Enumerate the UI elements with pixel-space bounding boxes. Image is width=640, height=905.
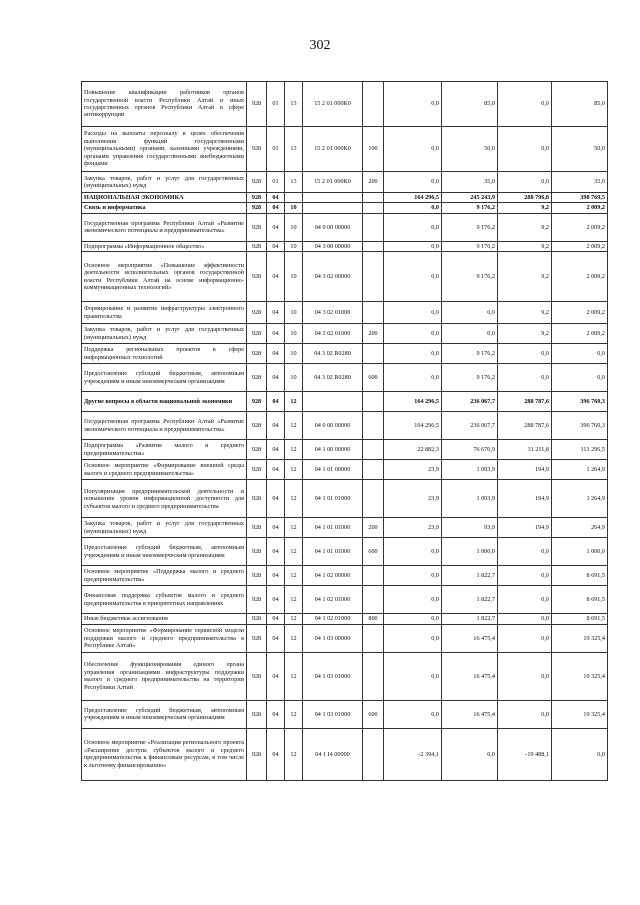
- cell-amount-1: 23,9: [384, 518, 442, 538]
- table-body: [82, 82, 608, 781]
- cell-amount-2: 0,0: [442, 302, 498, 324]
- cell-grbs: 928: [247, 364, 267, 392]
- cell-amount-2: 245 243,9: [442, 193, 498, 203]
- cell-amount-2: 1 822,7: [442, 566, 498, 586]
- cell-amount-3: 0,0: [498, 127, 552, 172]
- cell-amount-1: 0,0: [384, 566, 442, 586]
- cell-expense-type: [363, 440, 384, 460]
- cell-amount-1: 0,0: [384, 127, 442, 172]
- cell-name: Обеспечение функционирования единого органа управления организациями инфраструктуры поддержки малого и среднего предпринимательства на территории Республики Алтай: [82, 652, 247, 700]
- cell-subsection: 10: [285, 364, 303, 392]
- table-row: [82, 193, 608, 203]
- cell-grbs: 928: [247, 324, 267, 344]
- cell-expense-type: [363, 82, 384, 127]
- cell-target-article: 04 1 01 01000: [303, 518, 363, 538]
- cell-amount-4: 19 325,4: [552, 700, 608, 728]
- table-row: [82, 480, 608, 518]
- cell-section: 04: [267, 344, 285, 364]
- cell-amount-3: 9,2: [498, 252, 552, 302]
- cell-section: 04: [267, 518, 285, 538]
- cell-amount-3: 288 787,6: [498, 412, 552, 440]
- cell-amount-2: 236 067,7: [442, 412, 498, 440]
- cell-subsection: 12: [285, 728, 303, 780]
- cell-subsection: 12: [285, 518, 303, 538]
- cell-amount-4: 8 691,5: [552, 614, 608, 624]
- cell-amount-3: 0,0: [498, 566, 552, 586]
- cell-amount-3: 31 211,8: [498, 440, 552, 460]
- cell-grbs: 928: [247, 728, 267, 780]
- cell-amount-4: 8 691,5: [552, 586, 608, 614]
- cell-amount-4: 85,0: [552, 82, 608, 127]
- table-row: [82, 364, 608, 392]
- cell-amount-4: 19 325,4: [552, 652, 608, 700]
- cell-section: 04: [267, 614, 285, 624]
- cell-section: 04: [267, 586, 285, 614]
- table-row: [82, 538, 608, 566]
- cell-name: Финансовая поддержка субъектов малого и среднего предпринимательства в приоритетных направлениях: [82, 586, 247, 614]
- cell-amount-4: 0,0: [552, 364, 608, 392]
- cell-section: 04: [267, 440, 285, 460]
- cell-expense-type: [363, 460, 384, 480]
- cell-grbs: 928: [247, 586, 267, 614]
- cell-amount-3: 0,0: [498, 614, 552, 624]
- cell-name: Предоставление субсидий бюджетным, автономным учреждениям и иным некоммерческим организациям: [82, 700, 247, 728]
- cell-amount-4: 0,0: [552, 344, 608, 364]
- cell-grbs: 928: [247, 460, 267, 480]
- cell-target-article: 04 3 00 00000: [303, 241, 363, 251]
- cell-target-article: 04 3 02 R0280: [303, 364, 363, 392]
- cell-amount-1: 22 882,3: [384, 440, 442, 460]
- table-row: [82, 728, 608, 780]
- cell-target-article: 15 2 01 000К0: [303, 127, 363, 172]
- cell-amount-4: 113 296,5: [552, 440, 608, 460]
- table-row: [82, 252, 608, 302]
- cell-amount-4: 1 264,9: [552, 460, 608, 480]
- cell-subsection: 12: [285, 566, 303, 586]
- table-row: [82, 412, 608, 440]
- cell-amount-2: 236 067,7: [442, 392, 498, 412]
- cell-subsection: 12: [285, 700, 303, 728]
- cell-name: Связь и информатика: [82, 203, 247, 213]
- cell-amount-1: 0,0: [384, 172, 442, 193]
- cell-amount-3: 0,0: [498, 652, 552, 700]
- cell-target-article: 04 0 00 00000: [303, 213, 363, 241]
- cell-amount-3: 288 787,6: [498, 392, 552, 412]
- cell-amount-1: 164 296,5: [384, 392, 442, 412]
- cell-amount-4: 398 769,5: [552, 193, 608, 203]
- cell-amount-1: 23,9: [384, 480, 442, 518]
- cell-section: 01: [267, 127, 285, 172]
- cell-amount-3: 0,0: [498, 624, 552, 652]
- table-row: [82, 302, 608, 324]
- cell-amount-3: 0,0: [498, 172, 552, 193]
- cell-target-article: 04 1 03 01000: [303, 652, 363, 700]
- table-row: [82, 566, 608, 586]
- cell-grbs: 928: [247, 344, 267, 364]
- cell-name: Предоставление субсидий бюджетным, автономным учреждениям и иным некоммерческим организациям: [82, 364, 247, 392]
- cell-target-article: 04 3 02 00000: [303, 252, 363, 302]
- cell-grbs: 928: [247, 700, 267, 728]
- cell-amount-1: 0,0: [384, 344, 442, 364]
- cell-name: Государственная программа Республики Алтай «Развитие экономического потенциала и предпринимательства»: [82, 213, 247, 241]
- cell-amount-4: 8 691,5: [552, 566, 608, 586]
- cell-expense-type: [363, 412, 384, 440]
- cell-section: 04: [267, 302, 285, 324]
- cell-amount-2: 16 475,4: [442, 624, 498, 652]
- cell-amount-1: 0,0: [384, 538, 442, 566]
- cell-grbs: 928: [247, 392, 267, 412]
- cell-amount-1: 0,0: [384, 213, 442, 241]
- cell-name: Расходы на выплаты персоналу в целях обеспечения выполнения функций государственными (муниципальными) органами, казенными учреждениями, органами управления государственными внебюджетными фондами: [82, 127, 247, 172]
- cell-amount-2: 0,0: [442, 728, 498, 780]
- cell-amount-3: 9,2: [498, 203, 552, 213]
- table-row: [82, 700, 608, 728]
- cell-amount-4: 2 009,2: [552, 252, 608, 302]
- cell-amount-1: 0,0: [384, 586, 442, 614]
- cell-target-article: 04 3 02 R0280: [303, 344, 363, 364]
- cell-section: 04: [267, 213, 285, 241]
- cell-expense-type: [363, 203, 384, 213]
- cell-amount-2: 76 670,9: [442, 440, 498, 460]
- cell-amount-3: 9,2: [498, 302, 552, 324]
- cell-expense-type: 800: [363, 614, 384, 624]
- table-row: [82, 440, 608, 460]
- table-row: [82, 586, 608, 614]
- table-row: [82, 344, 608, 364]
- cell-section: 04: [267, 566, 285, 586]
- cell-grbs: 928: [247, 614, 267, 624]
- cell-amount-3: 0,0: [498, 538, 552, 566]
- cell-subsection: 12: [285, 614, 303, 624]
- cell-expense-type: [363, 652, 384, 700]
- cell-expense-type: [363, 586, 384, 614]
- cell-amount-1: -2 394,1: [384, 728, 442, 780]
- cell-grbs: 928: [247, 127, 267, 172]
- cell-target-article: 04 0 00 00000: [303, 412, 363, 440]
- cell-section: 01: [267, 172, 285, 193]
- cell-expense-type: [363, 480, 384, 518]
- cell-target-article: 04 1 02 01000: [303, 614, 363, 624]
- cell-amount-3: 0,0: [498, 586, 552, 614]
- cell-section: 04: [267, 700, 285, 728]
- cell-subsection: 13: [285, 172, 303, 193]
- cell-target-article: 04 1 03 01000: [303, 700, 363, 728]
- cell-target-article: 04 1 I4 00000: [303, 728, 363, 780]
- cell-amount-1: 0,0: [384, 302, 442, 324]
- cell-target-article: 15 2 01 000К0: [303, 82, 363, 127]
- cell-expense-type: 600: [363, 700, 384, 728]
- cell-name: Закупка товаров, работ и услуг для государственных (муниципальных) нужд: [82, 324, 247, 344]
- cell-name: Иные бюджетные ассигнования: [82, 614, 247, 624]
- cell-subsection: 13: [285, 127, 303, 172]
- cell-target-article: 04 3 02 01000: [303, 324, 363, 344]
- cell-subsection: 10: [285, 213, 303, 241]
- cell-expense-type: [363, 193, 384, 203]
- cell-amount-4: 2 009,2: [552, 203, 608, 213]
- cell-grbs: 928: [247, 193, 267, 203]
- cell-section: 04: [267, 728, 285, 780]
- cell-amount-3: 194,9: [498, 518, 552, 538]
- cell-amount-2: 0,0: [442, 324, 498, 344]
- cell-name: Основное мероприятие «Формирование сервисной модели поддержки малого и среднего предпринимательства в Республике Алтай»: [82, 624, 247, 652]
- cell-amount-1: 164 296,5: [384, 193, 442, 203]
- cell-grbs: 928: [247, 538, 267, 566]
- cell-subsection: 12: [285, 480, 303, 518]
- cell-section: 04: [267, 652, 285, 700]
- cell-subsection: 12: [285, 586, 303, 614]
- cell-target-article: 04 1 01 01000: [303, 538, 363, 566]
- cell-amount-3: 0,0: [498, 344, 552, 364]
- cell-amount-3: -19 488,1: [498, 728, 552, 780]
- table-row: [82, 518, 608, 538]
- cell-target-article: 04 1 02 00000: [303, 566, 363, 586]
- cell-amount-1: 0,0: [384, 624, 442, 652]
- cell-amount-2: 9 176,2: [442, 364, 498, 392]
- cell-section: 04: [267, 252, 285, 302]
- table-row: [82, 624, 608, 652]
- cell-amount-1: 0,0: [384, 252, 442, 302]
- cell-amount-3: 194,9: [498, 460, 552, 480]
- cell-amount-4: 1 000,0: [552, 538, 608, 566]
- cell-target-article: [303, 203, 363, 213]
- cell-name: Государственная программа Республики Алтай «Развитие экономического потенциала и предпринимательства»: [82, 412, 247, 440]
- budget-table: [81, 81, 608, 781]
- cell-target-article: 04 1 01 00000: [303, 460, 363, 480]
- cell-subsection: 10: [285, 344, 303, 364]
- cell-expense-type: 600: [363, 364, 384, 392]
- cell-amount-2: 35,0: [442, 172, 498, 193]
- cell-amount-3: 194,9: [498, 480, 552, 518]
- cell-expense-type: 200: [363, 172, 384, 193]
- cell-expense-type: [363, 624, 384, 652]
- table-row: [82, 460, 608, 480]
- cell-amount-2: 93,9: [442, 518, 498, 538]
- cell-amount-1: 0,0: [384, 652, 442, 700]
- cell-section: 04: [267, 412, 285, 440]
- cell-amount-2: 9 176,2: [442, 344, 498, 364]
- cell-amount-4: 2 009,2: [552, 213, 608, 241]
- cell-subsection: 12: [285, 392, 303, 412]
- cell-expense-type: 200: [363, 518, 384, 538]
- cell-target-article: 04 3 02 01000: [303, 302, 363, 324]
- table-row: [82, 652, 608, 700]
- cell-amount-1: 164 296,5: [384, 412, 442, 440]
- cell-amount-1: 23,9: [384, 460, 442, 480]
- cell-amount-2: 1 093,9: [442, 460, 498, 480]
- table-row: [82, 614, 608, 624]
- page-number: 302: [309, 38, 331, 53]
- cell-amount-1: 0,0: [384, 364, 442, 392]
- cell-amount-3: 9,2: [498, 213, 552, 241]
- cell-amount-3: 0,0: [498, 82, 552, 127]
- table-row: [82, 241, 608, 251]
- cell-amount-3: 9,2: [498, 241, 552, 251]
- cell-expense-type: [363, 566, 384, 586]
- cell-section: 01: [267, 82, 285, 127]
- cell-grbs: 928: [247, 624, 267, 652]
- cell-amount-1: 0,0: [384, 614, 442, 624]
- cell-target-article: 15 2 01 000К0: [303, 172, 363, 193]
- cell-grbs: 928: [247, 440, 267, 460]
- cell-subsection: [285, 193, 303, 203]
- cell-target-article: [303, 193, 363, 203]
- cell-amount-4: 2 009,2: [552, 302, 608, 324]
- cell-subsection: 12: [285, 412, 303, 440]
- cell-amount-3: 0,0: [498, 364, 552, 392]
- cell-amount-4: 396 760,3: [552, 392, 608, 412]
- cell-amount-1: 0,0: [384, 324, 442, 344]
- cell-expense-type: [363, 392, 384, 412]
- table-row: [82, 172, 608, 193]
- cell-section: 04: [267, 392, 285, 412]
- cell-amount-4: 396 760,3: [552, 412, 608, 440]
- cell-target-article: 04 1 02 01000: [303, 586, 363, 614]
- cell-amount-1: 0,0: [384, 700, 442, 728]
- cell-target-article: 04 1 01 01000: [303, 480, 363, 518]
- cell-amount-4: 2 009,2: [552, 324, 608, 344]
- cell-amount-4: 35,0: [552, 172, 608, 193]
- cell-section: 04: [267, 460, 285, 480]
- cell-target-article: 04 1 00 00000: [303, 440, 363, 460]
- cell-section: 04: [267, 624, 285, 652]
- cell-amount-2: 9 176,2: [442, 203, 498, 213]
- cell-amount-1: 0,0: [384, 82, 442, 127]
- cell-amount-4: 2 009,2: [552, 241, 608, 251]
- cell-amount-3: 9,2: [498, 324, 552, 344]
- cell-amount-4: 264,9: [552, 518, 608, 538]
- cell-section: 04: [267, 193, 285, 203]
- cell-grbs: 928: [247, 302, 267, 324]
- cell-section: 04: [267, 480, 285, 518]
- cell-grbs: 928: [247, 518, 267, 538]
- cell-subsection: 12: [285, 624, 303, 652]
- cell-expense-type: [363, 302, 384, 324]
- cell-grbs: 928: [247, 252, 267, 302]
- cell-name: Закупка товаров, работ и услуг для государственных (муниципальных) нужд: [82, 518, 247, 538]
- cell-expense-type: [363, 344, 384, 364]
- cell-grbs: 928: [247, 241, 267, 251]
- cell-name: Основное мероприятие «Поддержка малого и среднего предпринимательства»: [82, 566, 247, 586]
- table-row: [82, 324, 608, 344]
- cell-amount-3: 0,0: [498, 700, 552, 728]
- cell-subsection: 12: [285, 538, 303, 566]
- cell-expense-type: 200: [363, 324, 384, 344]
- cell-grbs: 928: [247, 172, 267, 193]
- cell-expense-type: [363, 241, 384, 251]
- cell-amount-3: 288 796,8: [498, 193, 552, 203]
- cell-grbs: 928: [247, 480, 267, 518]
- cell-amount-2: 9 176,2: [442, 252, 498, 302]
- cell-expense-type: [363, 252, 384, 302]
- cell-grbs: 928: [247, 412, 267, 440]
- cell-subsection: 10: [285, 302, 303, 324]
- cell-amount-2: 1 822,7: [442, 614, 498, 624]
- cell-amount-2: 85,0: [442, 82, 498, 127]
- cell-amount-4: 0,0: [552, 728, 608, 780]
- cell-amount-2: 9 176,2: [442, 213, 498, 241]
- cell-subsection: 10: [285, 241, 303, 251]
- cell-name: Популяризация предпринимательской деятельности и повышение уровня информационной доступности для субъектов малого и среднего предпринимательства: [82, 480, 247, 518]
- cell-name: Поддержка региональных проектов в сфере информационных технологий: [82, 344, 247, 364]
- cell-amount-2: 9 176,2: [442, 241, 498, 251]
- cell-amount-4: 50,0: [552, 127, 608, 172]
- cell-amount-1: 0,0: [384, 241, 442, 251]
- cell-amount-2: 1 093,9: [442, 480, 498, 518]
- cell-amount-4: 1 264,9: [552, 480, 608, 518]
- cell-name: НАЦИОНАЛЬНАЯ ЭКОНОМИКА: [82, 193, 247, 203]
- cell-grbs: 928: [247, 203, 267, 213]
- cell-grbs: 928: [247, 566, 267, 586]
- cell-section: 04: [267, 203, 285, 213]
- cell-name: Формирование и развитие инфраструктуры электронного правительства: [82, 302, 247, 324]
- cell-expense-type: [363, 213, 384, 241]
- cell-amount-2: 1 000,0: [442, 538, 498, 566]
- cell-subsection: 10: [285, 252, 303, 302]
- cell-expense-type: [363, 728, 384, 780]
- cell-name: Подпрограмма «Развитие малого и среднего предпринимательства»: [82, 440, 247, 460]
- cell-amount-2: 1 822,7: [442, 586, 498, 614]
- cell-name: Закупка товаров, работ и услуг для государственных (муниципальных) нужд: [82, 172, 247, 193]
- table-row: [82, 82, 608, 127]
- cell-grbs: 928: [247, 82, 267, 127]
- cell-name: Другие вопросы в области национальной экономики: [82, 392, 247, 412]
- cell-expense-type: 100: [363, 127, 384, 172]
- cell-target-article: 04 1 03 00000: [303, 624, 363, 652]
- cell-subsection: 10: [285, 203, 303, 213]
- cell-subsection: 13: [285, 82, 303, 127]
- cell-section: 04: [267, 538, 285, 566]
- cell-amount-2: 50,0: [442, 127, 498, 172]
- cell-name: Основное мероприятие «Формирование внешней среды малого и среднего предпринимательства»: [82, 460, 247, 480]
- cell-section: 04: [267, 324, 285, 344]
- cell-section: 04: [267, 364, 285, 392]
- cell-amount-2: 16 475,4: [442, 700, 498, 728]
- table-row: [82, 203, 608, 213]
- table-row: [82, 213, 608, 241]
- table-row: [82, 392, 608, 412]
- cell-name: Основное мероприятие «Реализация регионального проекта «Расширение доступа субъектов малого и среднего предпринимательства к финансовым ресурсам, в том числе к льготному финансированию»: [82, 728, 247, 780]
- cell-expense-type: 600: [363, 538, 384, 566]
- cell-name: Подпрограмма «Информационное общество»: [82, 241, 247, 251]
- cell-name: Повышение квалификации работников органов государственной власти Республики Алтай и иных государственных органов Республики Алтай в сфере антикоррупции: [82, 82, 247, 127]
- cell-subsection: 12: [285, 440, 303, 460]
- cell-subsection: 10: [285, 324, 303, 344]
- cell-grbs: 928: [247, 213, 267, 241]
- cell-target-article: [303, 392, 363, 412]
- cell-grbs: 928: [247, 652, 267, 700]
- cell-subsection: 12: [285, 652, 303, 700]
- cell-amount-4: 19 325,4: [552, 624, 608, 652]
- cell-section: 04: [267, 241, 285, 251]
- cell-name: Предоставление субсидий бюджетным, автономным учреждениям и иным некоммерческим организациям: [82, 538, 247, 566]
- cell-amount-2: 16 475,4: [442, 652, 498, 700]
- cell-subsection: 12: [285, 460, 303, 480]
- table-row: [82, 127, 608, 172]
- cell-name: Основное мероприятие «Повышение эффективности деятельности исполнительных органов государственной власти Республики Алтай на основе информационно-коммуникационных технологий»: [82, 252, 247, 302]
- cell-amount-1: 0,0: [384, 203, 442, 213]
